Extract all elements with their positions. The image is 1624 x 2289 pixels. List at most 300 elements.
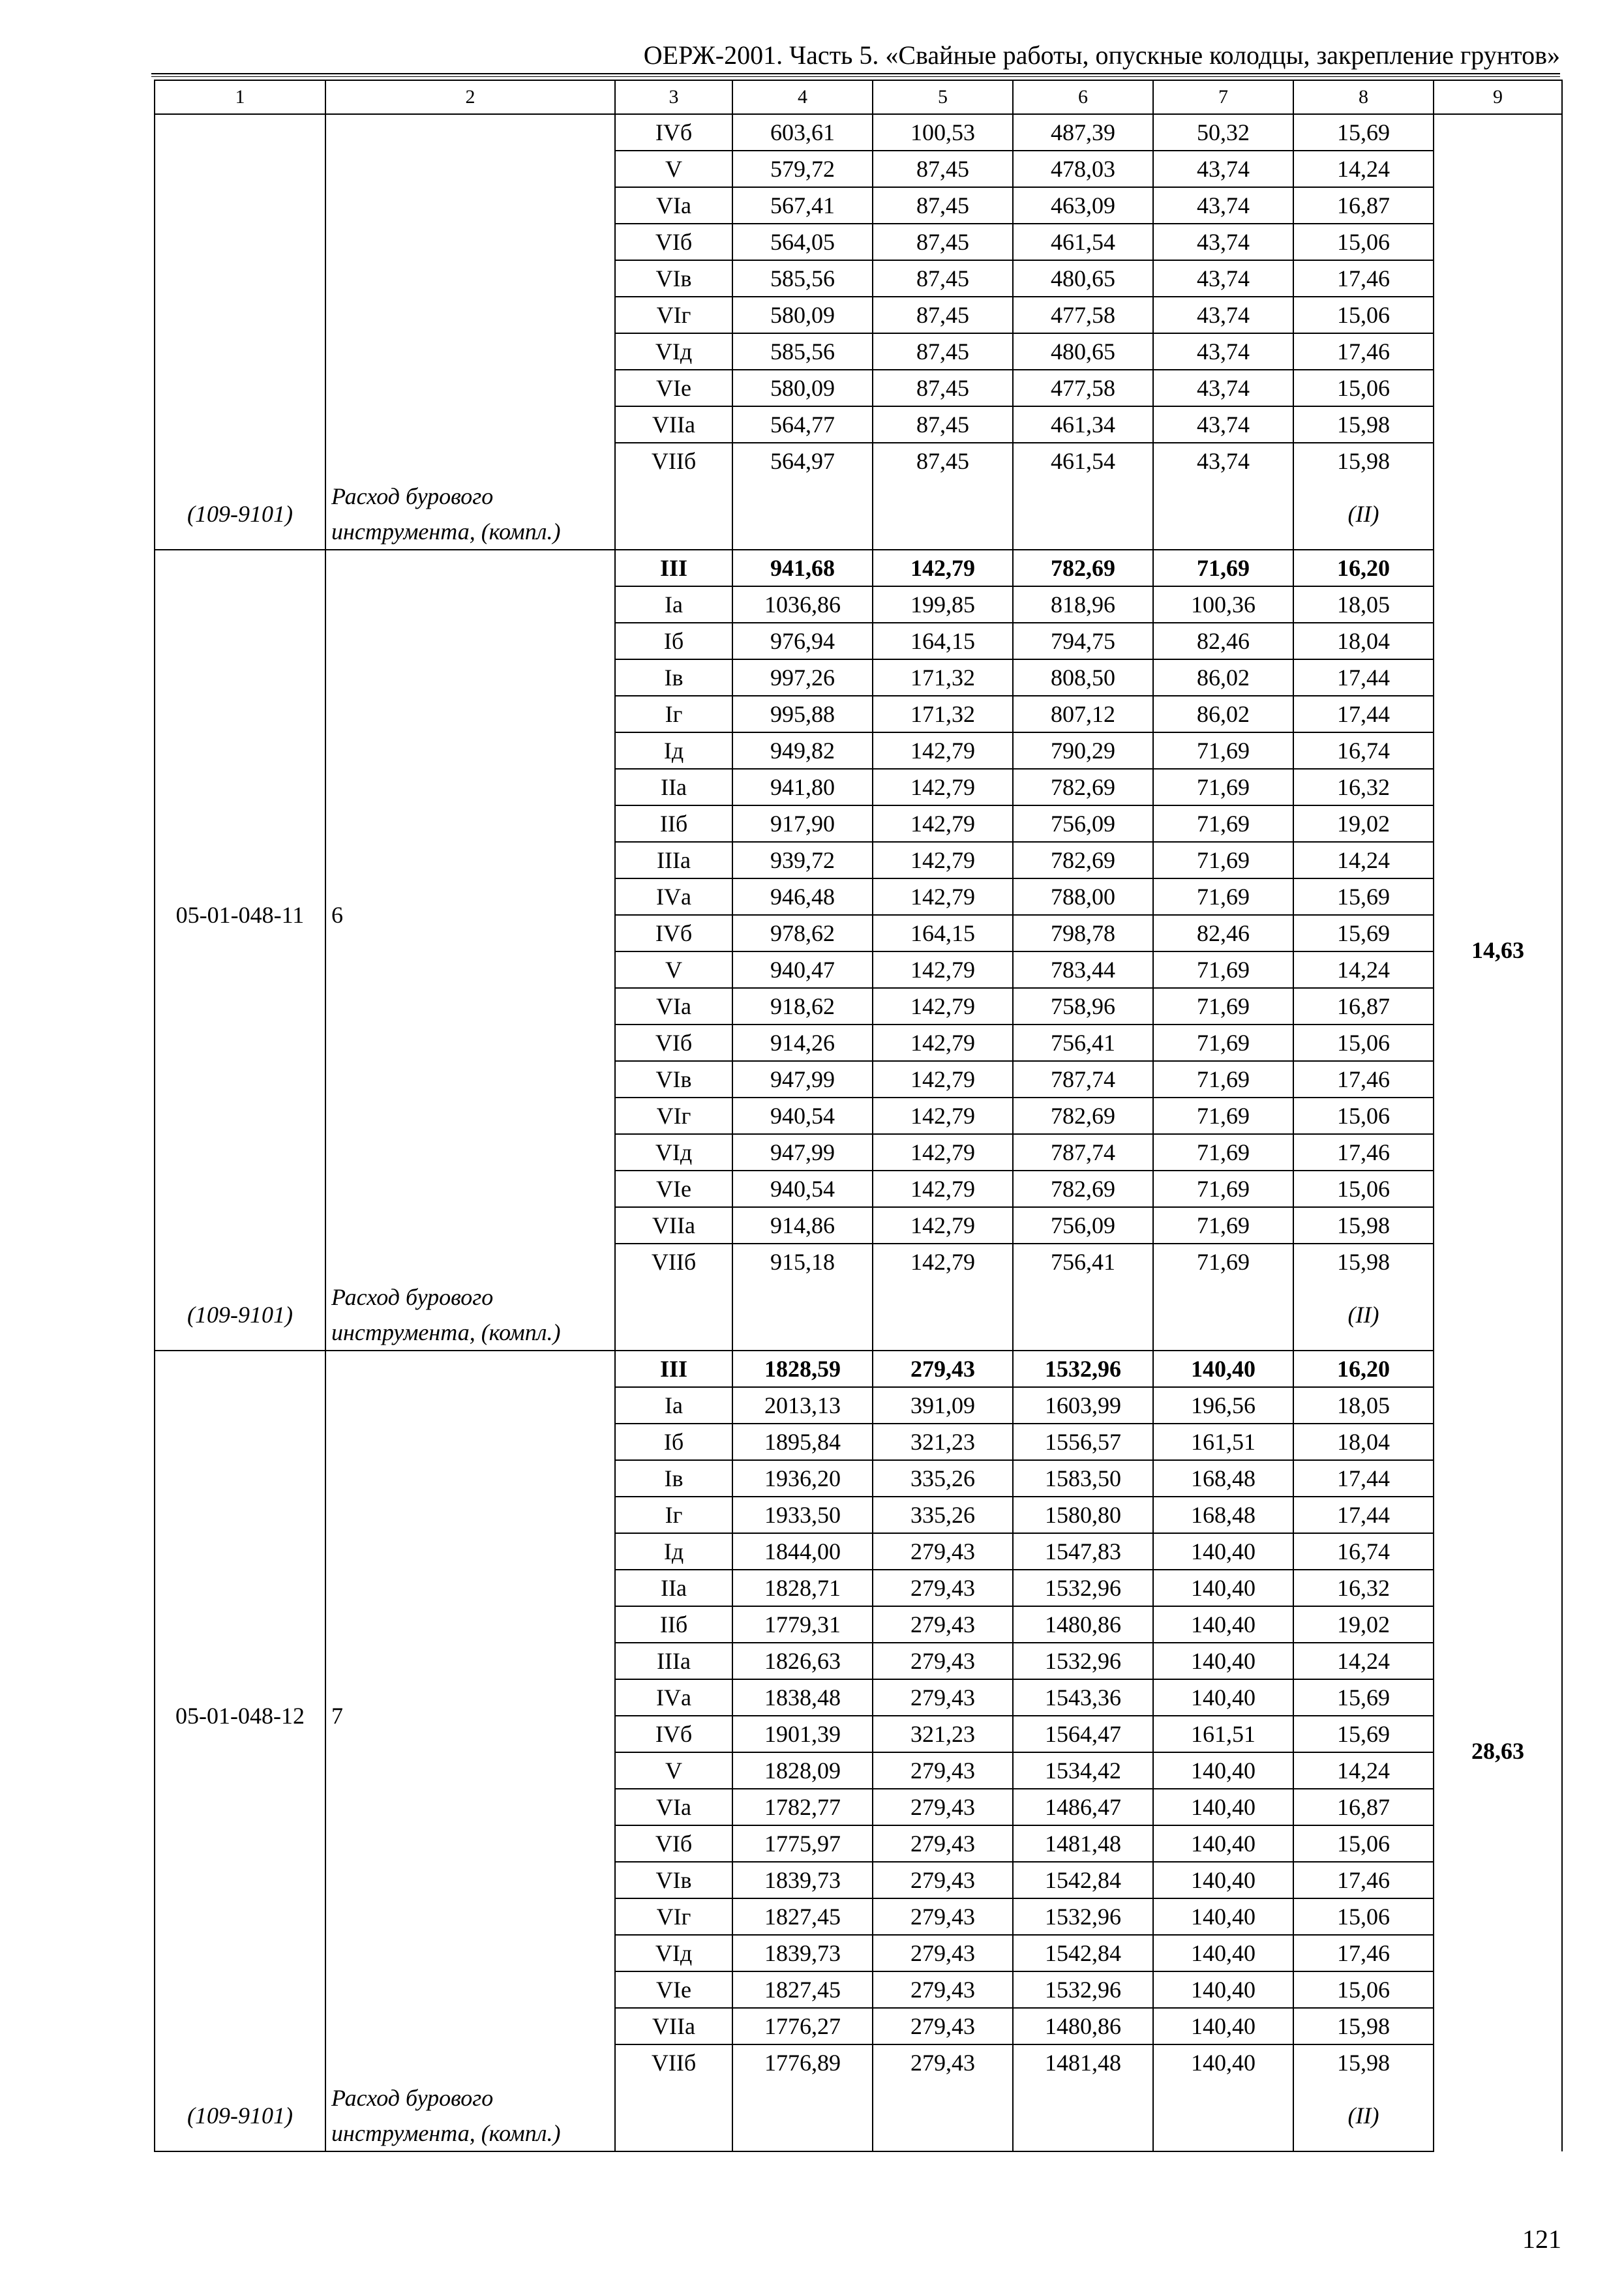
empty-cell [873, 2080, 1013, 2151]
table-cell: 71,69 [1153, 842, 1293, 878]
table-cell: 19,02 [1293, 1606, 1434, 1643]
table-cell: 15,69 [1293, 1716, 1434, 1752]
table-cell: 1583,50 [1013, 1460, 1153, 1497]
resource-code: (109-9101) [155, 479, 325, 550]
table-cell: 17,46 [1293, 1935, 1434, 1971]
table-cell: 321,23 [873, 1716, 1013, 1752]
table-cell: 567,41 [732, 187, 873, 224]
table-cell: 794,75 [1013, 623, 1153, 659]
table-cell: 580,09 [732, 297, 873, 333]
table-cell: 142,79 [873, 1061, 1013, 1098]
table-cell: 142,79 [873, 951, 1013, 988]
column-number: 5 [873, 80, 1013, 114]
table-cell: IIа [615, 769, 732, 805]
table-cell: 1828,09 [732, 1752, 873, 1789]
table-cell: 1827,45 [732, 1898, 873, 1935]
table-cell: VIг [615, 1898, 732, 1935]
table-cell: 321,23 [873, 1424, 1013, 1460]
table-cell: Iв [615, 1460, 732, 1497]
table-cell: 1543,36 [1013, 1679, 1153, 1716]
table-cell: 43,74 [1153, 406, 1293, 443]
empty-cell [732, 1279, 873, 1351]
table-cell: 100,53 [873, 114, 1013, 151]
table-cell: 279,43 [873, 1971, 1013, 2008]
table-cell: 783,44 [1013, 951, 1153, 988]
table-cell: 1782,77 [732, 1789, 873, 1825]
table-cell: 487,39 [1013, 114, 1153, 151]
table-row [155, 550, 1562, 586]
table-cell: 1542,84 [1013, 1935, 1153, 1971]
table-cell: Iг [615, 696, 732, 732]
table-cell: 17,44 [1293, 659, 1434, 696]
table-cell: 335,26 [873, 1497, 1013, 1533]
table-cell: 71,69 [1153, 769, 1293, 805]
table-cell: 15,98 [1293, 1244, 1434, 1279]
table-cell: VIIа [615, 406, 732, 443]
table-cell: 15,06 [1293, 1025, 1434, 1061]
table-cell: 142,79 [873, 732, 1013, 769]
header-rule [151, 73, 1560, 77]
empty-cell [873, 479, 1013, 550]
table-cell: 756,41 [1013, 1025, 1153, 1061]
empty-cell [615, 2080, 732, 2151]
table-cell: 15,98 [1293, 406, 1434, 443]
table-cell: 279,43 [873, 1752, 1013, 1789]
table-cell: 140,40 [1153, 1570, 1293, 1606]
table-cell: 15,98 [1293, 443, 1434, 479]
table-cell: 787,74 [1013, 1134, 1153, 1171]
column-number: 4 [732, 80, 873, 114]
table-cell: VIб [615, 224, 732, 260]
table-cell: 14,24 [1293, 1752, 1434, 1789]
resource-note: (II) [1293, 2080, 1434, 2151]
table-cell: 15,06 [1293, 1898, 1434, 1935]
table-cell: 18,05 [1293, 586, 1434, 623]
table-cell: 87,45 [873, 151, 1013, 187]
table-row [155, 114, 1562, 151]
table-cell: 782,69 [1013, 1098, 1153, 1134]
column-number: 9 [1434, 80, 1562, 114]
table-cell: 87,45 [873, 187, 1013, 224]
table-cell: 1481,48 [1013, 2044, 1153, 2080]
table-cell: VIд [615, 333, 732, 370]
table-cell: IVб [615, 1716, 732, 1752]
table-cell: 100,36 [1153, 586, 1293, 623]
table-cell: 1480,86 [1013, 2008, 1153, 2044]
table-cell: 1486,47 [1013, 1789, 1153, 1825]
table-cell: 71,69 [1153, 1098, 1293, 1134]
table-cell: Iв [615, 659, 732, 696]
table-cell: 15,06 [1293, 1825, 1434, 1862]
table-cell: 279,43 [873, 2008, 1013, 2044]
table-cell: 279,43 [873, 1570, 1013, 1606]
table-cell: 86,02 [1153, 659, 1293, 696]
running-header: ОЕРЖ-2001. Часть 5. «Свайные работы, опускные колодцы, закрепление грунтов» [643, 40, 1560, 70]
table-cell: 140,40 [1153, 1351, 1293, 1387]
table-cell: 171,32 [873, 659, 1013, 696]
table-cell: 142,79 [873, 1134, 1013, 1171]
empty-cell [1153, 479, 1293, 550]
table-cell: 196,56 [1153, 1387, 1293, 1424]
table-cell: 787,74 [1013, 1061, 1153, 1098]
table-cell: 782,69 [1013, 1171, 1153, 1207]
table-cell: VIг [615, 1098, 732, 1134]
table-cell: IIIа [615, 842, 732, 878]
table-cell: 564,77 [732, 406, 873, 443]
table-cell: 140,40 [1153, 1862, 1293, 1898]
table-cell: VIа [615, 988, 732, 1025]
empty-cell [615, 1279, 732, 1351]
table-cell: 807,12 [1013, 696, 1153, 732]
price-table [154, 80, 1563, 2152]
table-cell: 142,79 [873, 1207, 1013, 1244]
table-cell: 140,40 [1153, 1533, 1293, 1570]
table-cell: 1547,83 [1013, 1533, 1153, 1570]
resource-label: Расход бурового инструмента, (компл.) [325, 2080, 615, 2151]
table-cell: 15,06 [1293, 224, 1434, 260]
table-cell: 1564,47 [1013, 1716, 1153, 1752]
table-cell: 71,69 [1153, 988, 1293, 1025]
table-cell: IVб [615, 915, 732, 951]
table-cell: 335,26 [873, 1460, 1013, 1497]
table-cell: 171,32 [873, 696, 1013, 732]
table-cell: 14,24 [1293, 1643, 1434, 1679]
table-cell: 279,43 [873, 1862, 1013, 1898]
table-cell: 997,26 [732, 659, 873, 696]
table-cell: 995,88 [732, 696, 873, 732]
table-cell: 940,54 [732, 1171, 873, 1207]
column-number-row [155, 80, 1562, 114]
table-cell: 15,69 [1293, 114, 1434, 151]
table-cell: 140,40 [1153, 1643, 1293, 1679]
table-cell: 199,85 [873, 586, 1013, 623]
resource-row [155, 1279, 1562, 1351]
resource-label: Расход бурового инструмента, (компл.) [325, 1279, 615, 1351]
table-cell: 585,56 [732, 260, 873, 297]
table-cell: 579,72 [732, 151, 873, 187]
table-cell: 782,69 [1013, 550, 1153, 586]
rate-total [1434, 114, 1562, 550]
table-cell: 782,69 [1013, 769, 1153, 805]
table-cell: 914,86 [732, 1207, 873, 1244]
table-cell: 1936,20 [732, 1460, 873, 1497]
table-cell: IVа [615, 1679, 732, 1716]
table-cell: 140,40 [1153, 1825, 1293, 1862]
resource-row [155, 479, 1562, 550]
table-cell: 782,69 [1013, 842, 1153, 878]
table-cell: 915,18 [732, 1244, 873, 1279]
table-cell: 19,02 [1293, 805, 1434, 842]
table-cell: 71,69 [1153, 1061, 1293, 1098]
table-cell: VIе [615, 1171, 732, 1207]
table-cell: 478,03 [1013, 151, 1153, 187]
empty-cell [1153, 2080, 1293, 2151]
table-cell: 477,58 [1013, 297, 1153, 333]
table-cell: 279,43 [873, 2044, 1013, 2080]
table-cell: 1895,84 [732, 1424, 873, 1460]
table-cell: Iа [615, 1387, 732, 1424]
rate-label: 6 [325, 550, 615, 1279]
table-cell: 279,43 [873, 1898, 1013, 1935]
table-cell: 480,65 [1013, 260, 1153, 297]
table-cell: 16,20 [1293, 1351, 1434, 1387]
table-cell: 168,48 [1153, 1497, 1293, 1533]
table-cell: IIб [615, 1606, 732, 1643]
table-cell: 947,99 [732, 1061, 873, 1098]
empty-cell [615, 479, 732, 550]
table-cell: 43,74 [1153, 260, 1293, 297]
table-cell: Iд [615, 1533, 732, 1570]
table-cell: 71,69 [1153, 1171, 1293, 1207]
table-cell: 949,82 [732, 732, 873, 769]
rate-label [325, 114, 615, 479]
table-cell: 15,69 [1293, 878, 1434, 915]
table-cell: VIа [615, 1789, 732, 1825]
table-cell: 17,44 [1293, 1460, 1434, 1497]
table-cell: 87,45 [873, 224, 1013, 260]
empty-cell [1153, 1279, 1293, 1351]
table-cell: 87,45 [873, 260, 1013, 297]
table-cell: 1481,48 [1013, 1825, 1153, 1862]
table-cell: 279,43 [873, 1643, 1013, 1679]
resource-row [155, 2080, 1562, 2151]
table-cell: 14,24 [1293, 151, 1434, 187]
table-cell: 142,79 [873, 769, 1013, 805]
table-cell: VIг [615, 297, 732, 333]
table-cell: 71,69 [1153, 878, 1293, 915]
rate-label: 7 [325, 1351, 615, 2080]
table-cell: 1603,99 [1013, 1387, 1153, 1424]
table-cell: 756,41 [1013, 1244, 1153, 1279]
table-cell: 941,68 [732, 550, 873, 586]
table-cell: 1036,86 [732, 586, 873, 623]
table-cell: V [615, 151, 732, 187]
table-cell: 918,62 [732, 988, 873, 1025]
table-cell: 580,09 [732, 370, 873, 406]
table-cell: 142,79 [873, 550, 1013, 586]
table-cell: 16,87 [1293, 988, 1434, 1025]
empty-cell [1013, 2080, 1153, 2151]
table-cell: 18,05 [1293, 1387, 1434, 1424]
table-cell: 477,58 [1013, 370, 1153, 406]
table-cell: VIв [615, 1862, 732, 1898]
table-cell: VIIб [615, 2044, 732, 2080]
table-cell: 17,46 [1293, 1862, 1434, 1898]
table-cell: V [615, 1752, 732, 1789]
table-cell: VIв [615, 1061, 732, 1098]
table-cell: 43,74 [1153, 151, 1293, 187]
table-cell: 15,98 [1293, 2008, 1434, 2044]
table-cell: 82,46 [1153, 915, 1293, 951]
table-cell: 142,79 [873, 878, 1013, 915]
table-cell: 71,69 [1153, 732, 1293, 769]
table-cell: VIд [615, 1134, 732, 1171]
resource-label: Расход бурового инструмента, (компл.) [325, 479, 615, 550]
table-cell: 16,32 [1293, 769, 1434, 805]
table-cell: 1532,96 [1013, 1643, 1153, 1679]
table-cell: 16,87 [1293, 187, 1434, 224]
table-cell: 142,79 [873, 1244, 1013, 1279]
table-cell: 1838,48 [732, 1679, 873, 1716]
table-cell: 168,48 [1153, 1460, 1293, 1497]
table-cell: 978,62 [732, 915, 873, 951]
table-cell: 1828,59 [732, 1351, 873, 1387]
table-cell: 18,04 [1293, 623, 1434, 659]
table-cell: 947,99 [732, 1134, 873, 1171]
column-number: 8 [1293, 80, 1434, 114]
table-cell: 564,97 [732, 443, 873, 479]
table-cell: 43,74 [1153, 333, 1293, 370]
table-cell: 818,96 [1013, 586, 1153, 623]
table-cell: 941,80 [732, 769, 873, 805]
table-cell: 1580,80 [1013, 1497, 1153, 1533]
table-cell: 939,72 [732, 842, 873, 878]
table-cell: VIIб [615, 1244, 732, 1279]
table-cell: 164,15 [873, 915, 1013, 951]
table-cell: 940,47 [732, 951, 873, 988]
table-cell: 1844,00 [732, 1533, 873, 1570]
table-cell: 585,56 [732, 333, 873, 370]
table-cell: 87,45 [873, 297, 1013, 333]
table-cell: 1532,96 [1013, 1971, 1153, 2008]
page-number: 121 [1522, 2224, 1561, 2254]
table-cell: 279,43 [873, 1679, 1013, 1716]
table-cell: 17,46 [1293, 260, 1434, 297]
table-cell: Iб [615, 623, 732, 659]
table-cell: IIа [615, 1570, 732, 1606]
table-cell: 15,69 [1293, 1679, 1434, 1716]
table-cell: III [615, 1351, 732, 1387]
table-cell: 1532,96 [1013, 1351, 1153, 1387]
empty-cell [1013, 1279, 1153, 1351]
table-cell: 756,09 [1013, 1207, 1153, 1244]
table-cell: 1532,96 [1013, 1570, 1153, 1606]
table-cell: 2013,13 [732, 1387, 873, 1424]
table-cell: 86,02 [1153, 696, 1293, 732]
table-cell: 788,00 [1013, 878, 1153, 915]
rate-code: 05-01-048-11 [155, 550, 325, 1279]
table-cell: 16,20 [1293, 550, 1434, 586]
table-cell: 71,69 [1153, 805, 1293, 842]
table-cell: 461,34 [1013, 406, 1153, 443]
resource-note: (II) [1293, 479, 1434, 550]
table-cell: 87,45 [873, 370, 1013, 406]
table-cell: 164,15 [873, 623, 1013, 659]
table-cell: 43,74 [1153, 224, 1293, 260]
column-number: 2 [325, 80, 615, 114]
table-cell: V [615, 951, 732, 988]
table-cell: 71,69 [1153, 1244, 1293, 1279]
table-cell: 71,69 [1153, 1207, 1293, 1244]
table-cell: 1480,86 [1013, 1606, 1153, 1643]
table-cell: 87,45 [873, 333, 1013, 370]
table-cell: 87,45 [873, 406, 1013, 443]
table-cell: 18,04 [1293, 1424, 1434, 1460]
table-cell: 1779,31 [732, 1606, 873, 1643]
rate-total: 28,63 [1434, 1351, 1562, 2151]
table-cell: 15,98 [1293, 2044, 1434, 2080]
table-cell: 142,79 [873, 805, 1013, 842]
table-cell: 71,69 [1153, 550, 1293, 586]
table-cell: 140,40 [1153, 1898, 1293, 1935]
table-cell: 461,54 [1013, 224, 1153, 260]
table-cell: 17,46 [1293, 1061, 1434, 1098]
table-cell: 15,69 [1293, 915, 1434, 951]
rate-code: 05-01-048-12 [155, 1351, 325, 2080]
table-cell: 82,46 [1153, 623, 1293, 659]
table-cell: 15,06 [1293, 1971, 1434, 2008]
table-cell: 1828,71 [732, 1570, 873, 1606]
table-cell: 1556,57 [1013, 1424, 1153, 1460]
resource-code: (109-9101) [155, 1279, 325, 1351]
table-cell: 808,50 [1013, 659, 1153, 696]
table-cell: 15,98 [1293, 1207, 1434, 1244]
table-cell: 140,40 [1153, 1935, 1293, 1971]
table-cell: 140,40 [1153, 1789, 1293, 1825]
table-cell: 142,79 [873, 842, 1013, 878]
table-cell: 15,06 [1293, 297, 1434, 333]
table-cell: 140,40 [1153, 2008, 1293, 2044]
table-cell: 140,40 [1153, 1679, 1293, 1716]
table-cell: 161,51 [1153, 1716, 1293, 1752]
table-cell: VIIа [615, 2008, 732, 2044]
table-cell: 1532,96 [1013, 1898, 1153, 1935]
table-cell: 161,51 [1153, 1424, 1293, 1460]
table-cell: IIб [615, 805, 732, 842]
column-number: 7 [1153, 80, 1293, 114]
table-cell: VIб [615, 1025, 732, 1061]
table-cell: 43,74 [1153, 370, 1293, 406]
table-cell: Iд [615, 732, 732, 769]
table-cell: 279,43 [873, 1935, 1013, 1971]
empty-cell [1013, 479, 1153, 550]
table-cell: VIе [615, 370, 732, 406]
table-cell: 15,06 [1293, 1098, 1434, 1134]
table-cell: 1534,42 [1013, 1752, 1153, 1789]
table-cell: 17,46 [1293, 1134, 1434, 1171]
table-cell: IIIа [615, 1643, 732, 1679]
empty-cell [732, 2080, 873, 2151]
table-cell: 71,69 [1153, 951, 1293, 988]
table-cell: 1775,97 [732, 1825, 873, 1862]
table-cell: 140,40 [1153, 1606, 1293, 1643]
table-cell: 15,06 [1293, 370, 1434, 406]
table-cell: 480,65 [1013, 333, 1153, 370]
table-cell: 279,43 [873, 1789, 1013, 1825]
table-cell: 461,54 [1013, 443, 1153, 479]
table-cell: 279,43 [873, 1606, 1013, 1643]
table-cell: VIIб [615, 443, 732, 479]
table-cell: 758,96 [1013, 988, 1153, 1025]
table-cell: Iг [615, 1497, 732, 1533]
table-cell: 1901,39 [732, 1716, 873, 1752]
table-cell: Iб [615, 1424, 732, 1460]
table-cell: 756,09 [1013, 805, 1153, 842]
resource-code: (109-9101) [155, 2080, 325, 2151]
column-number: 1 [155, 80, 325, 114]
table-cell: 976,94 [732, 623, 873, 659]
table-cell: III [615, 550, 732, 586]
table-cell: 142,79 [873, 1171, 1013, 1207]
table-cell: VIе [615, 1971, 732, 2008]
table-cell: IVа [615, 878, 732, 915]
table-cell: 50,32 [1153, 114, 1293, 151]
table-cell: 946,48 [732, 878, 873, 915]
table-cell: VIв [615, 260, 732, 297]
table-cell: 43,74 [1153, 187, 1293, 224]
table-cell: VIб [615, 1825, 732, 1862]
table-cell: 463,09 [1013, 187, 1153, 224]
